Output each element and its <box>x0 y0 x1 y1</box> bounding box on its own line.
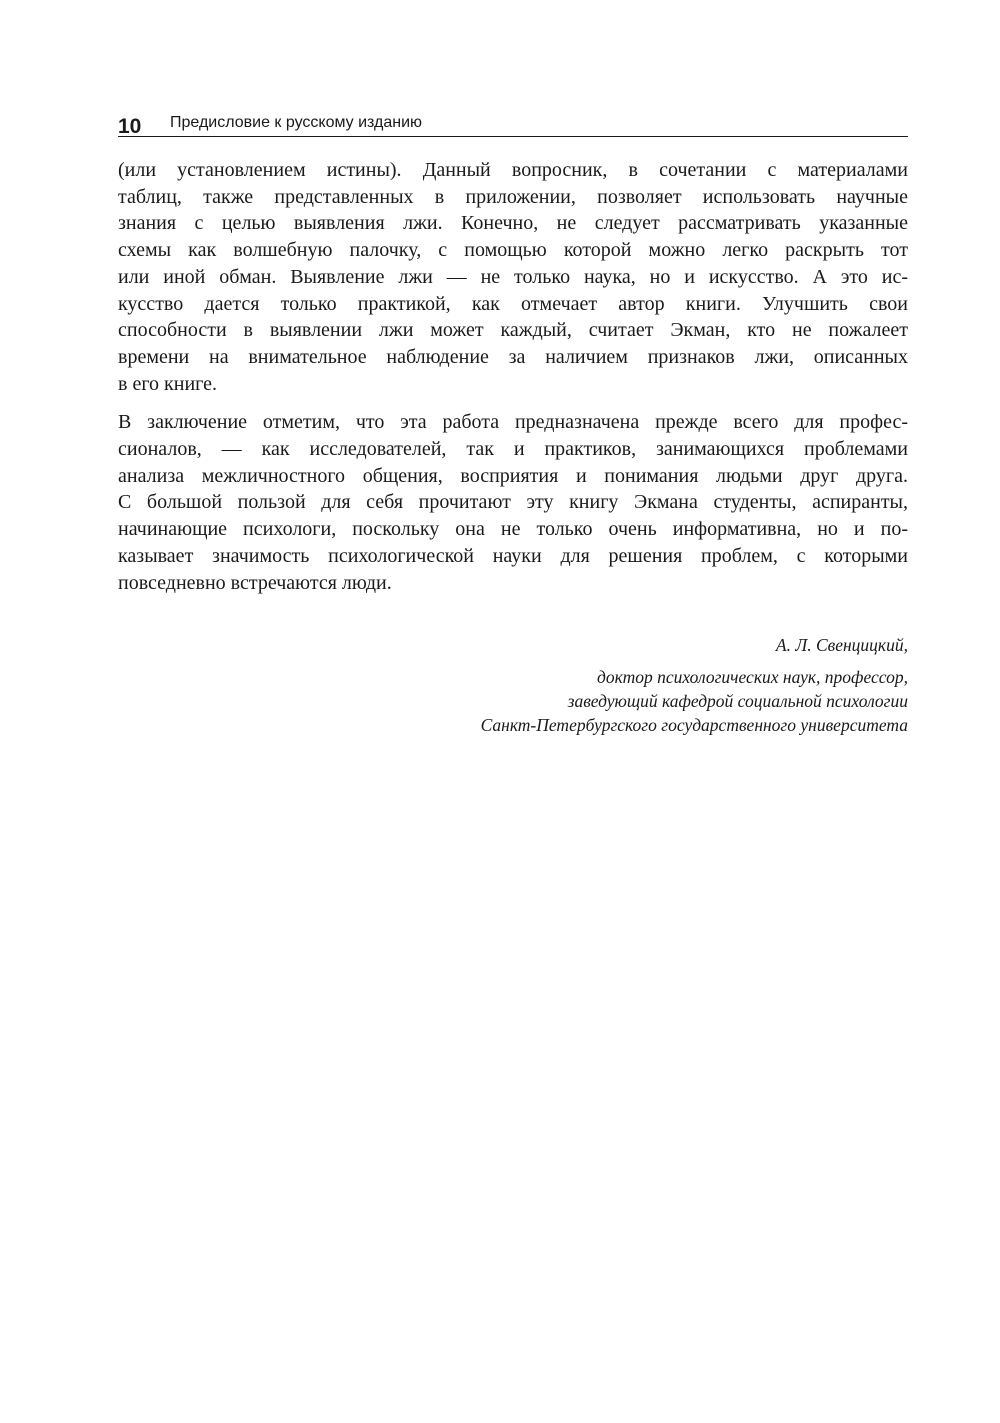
text-line: или иной обман. Выявление лжи — не только наука, но и искусство. А это ис- <box>118 265 908 288</box>
page-number: 10 <box>118 115 142 138</box>
author-credential: заведующий кафедрой социальной психологии <box>567 691 908 711</box>
body-text <box>118 157 908 608</box>
text-line: С большой пользой для себя прочитают эту книгу Экмана студенты, аспиранты, <box>118 491 908 514</box>
paragraph <box>118 157 908 397</box>
text-line: повседневно встречаются люди. <box>118 571 392 594</box>
text-line: В заключение отметим, что эта работа предназначена прежде всего для профес- <box>118 411 908 434</box>
author-credential: доктор психологических наук, профессор, <box>597 667 908 687</box>
text-line: анализа межличностного общения, восприятия и понимания людьми друг друга. <box>118 464 908 487</box>
paragraph <box>118 409 908 596</box>
text-line: начинающие психологи, поскольку она не только очень информативна, но и по- <box>118 518 908 541</box>
author-signature <box>118 633 908 737</box>
text-line: кусство дается только практикой, как отмечает автор книги. Улучшить свои <box>118 292 908 315</box>
text-line: времени на внимательное наблюдение за наличием признаков лжи, описанных <box>118 345 908 368</box>
author-name: А. Л. Свенцицкий, <box>775 635 908 655</box>
section-title: Предисловие к русскому изданию <box>170 114 423 131</box>
author-credential: Санкт-Петербургского государственного университета <box>480 715 908 735</box>
text-line: схемы как волшебную палочку, с помощью которой можно легко раскрыть тот <box>118 239 908 262</box>
text-line: казывает значимость психологической науки для решения проблем, с которыми <box>118 544 908 567</box>
text-line: сионалов, — как исследователей, так и практиков, занимающихся проблемами <box>118 438 908 461</box>
text-line: способности в выявлении лжи может каждый, считает Экман, кто не пожалеет <box>118 319 908 342</box>
text-line: в его книге. <box>118 372 217 395</box>
running-header <box>118 112 908 137</box>
text-line: таблиц, также представленных в приложении, позволяет использовать научные <box>118 185 908 208</box>
text-line: (или установлением истины). Данный вопросник, в сочетании с материалами <box>118 159 908 181</box>
text-line: знания с целью выявления лжи. Конечно, не следует рассматривать указанные <box>118 212 908 235</box>
